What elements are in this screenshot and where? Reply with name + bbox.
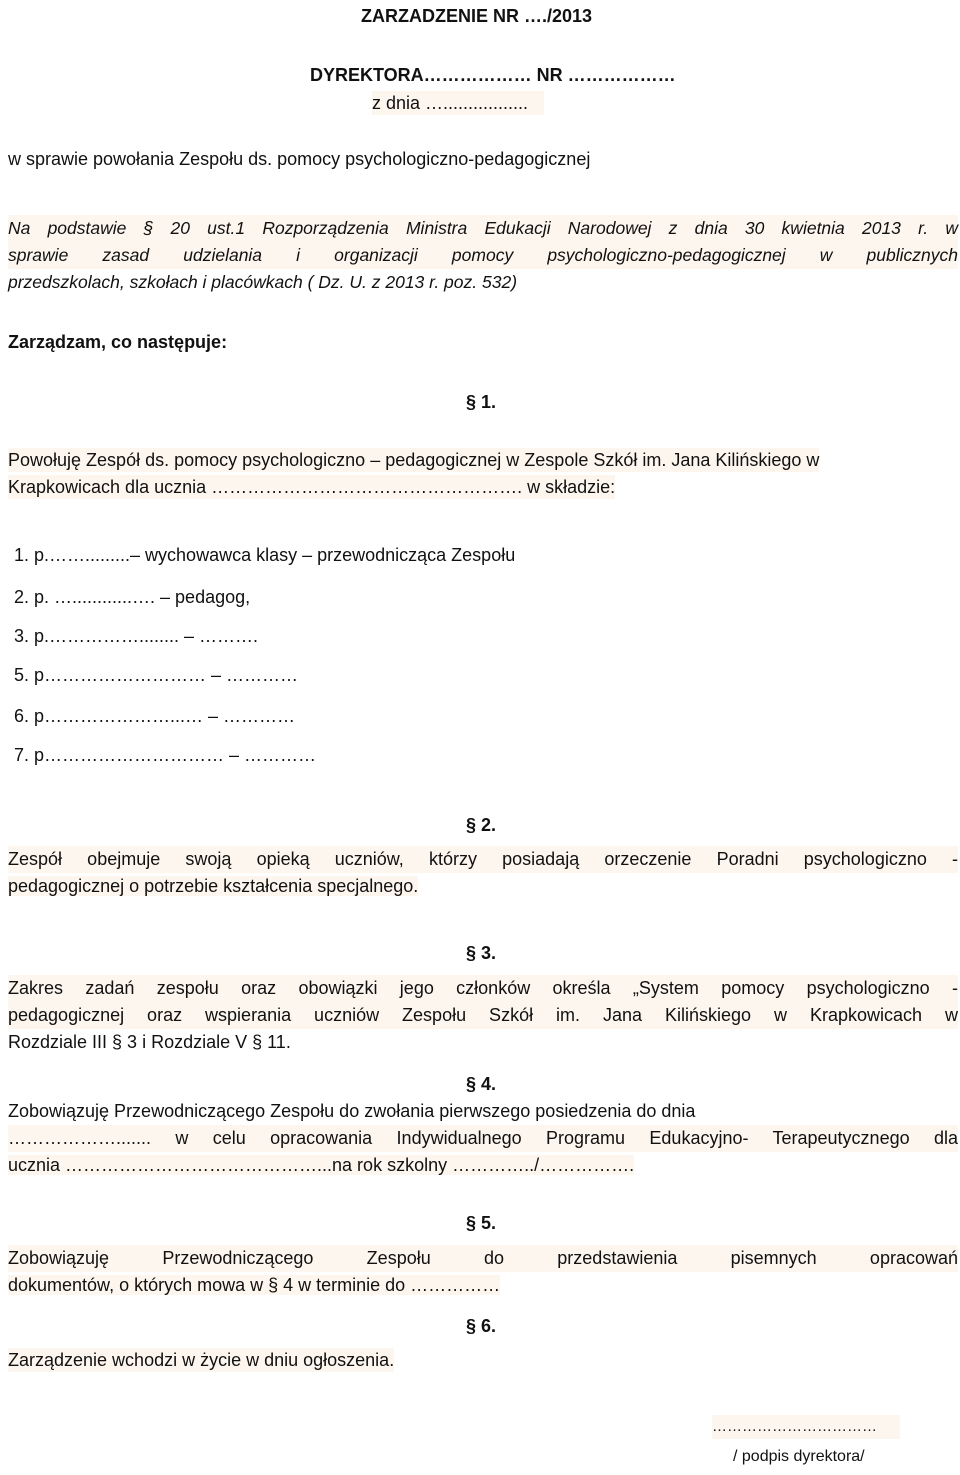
intro-line: Zarządzam, co następuje:	[8, 332, 228, 352]
p3-line3: Rozdziale III § 3 i Rozdziale V § 11.	[8, 1032, 291, 1052]
date-line: z dnia ….................	[372, 91, 544, 115]
p4-line3-text: ucznia ……………………………………...na rok szkolny …………../…………….	[8, 1155, 635, 1175]
p3-line2: pedagogicznej oraz wspierania uczniów Zespołu Szkół im. Jana Kilińskiego w Krapkowicach w	[8, 1002, 958, 1029]
p1-line1: Powołuję Zespół ds. pomocy psychologiczno – pedagogicznej w Zespole Szkół im. Jana Kilińskiego w	[8, 450, 820, 470]
p4-line3	[8, 1152, 958, 1179]
signature-dots: ……………………………	[712, 1415, 900, 1439]
p2-line1: Zespół obejmuje swoją opieką uczniów, którzy posiadają orzeczenie Poradni psychologiczno -	[8, 846, 958, 873]
member-item: 6. p…………………...… – …………	[14, 706, 296, 726]
member-item: 1. p.…….........– wychowawca klasy – przewodnicząca Zespołu	[14, 545, 516, 565]
issuer-line: DYREKTORA……………… NR ………………	[310, 65, 676, 85]
legal-basis	[8, 215, 958, 296]
subject-line: w sprawie powołania Zespołu ds. pomocy psychologiczno-pedagogicznej	[8, 149, 591, 169]
legal-basis-line: przedszkolach, szkołach i placówkach ( Dz. U. z 2013 r. poz. 532)	[8, 272, 518, 292]
p6-line: Zarządzenie wchodzi w życie w dniu ogłoszenia.	[8, 1350, 395, 1370]
p2	[8, 846, 958, 900]
p5-line1: Zobowiązuję Przewodniczącego Zespołu do przedstawienia pisemnych opracowań	[8, 1245, 958, 1272]
p5	[8, 1245, 958, 1299]
legal-basis-line: Na podstawie § 20 ust.1 Rozporządzenia Ministra Edukacji Narodowej z dnia 30 kwietnia 2013 r. w	[8, 215, 958, 242]
p1-line2: Krapkowicach dla ucznia ……………………………………………. w składzie:	[8, 477, 616, 497]
section-1-heading: § 1.	[466, 392, 497, 412]
section-2-heading: § 2.	[466, 815, 497, 835]
member-item: 7. p………………………… – …………	[14, 745, 317, 765]
p4-line2: ………………....... w celu opracowania Indywidualnego Programu Edukacyjno- Terapeutycznego dla	[8, 1125, 958, 1152]
section-5-heading: § 5.	[466, 1213, 497, 1233]
p3	[8, 975, 958, 1056]
member-item: 5. p……………………… – …………	[14, 665, 299, 685]
p2-line2	[8, 873, 958, 900]
p4	[8, 1098, 958, 1179]
p2-line2-text: pedagogicznej o potrzebie kształcenia specjalnego.	[8, 876, 419, 896]
section-4-heading: § 4.	[466, 1074, 497, 1094]
legal-basis-line: sprawie zasad udzielania i organizacji pomocy psychologiczno-pedagogicznej w publicznych	[8, 242, 958, 269]
signature-label: / podpis dyrektora/	[733, 1448, 865, 1465]
p5-line2	[8, 1272, 958, 1299]
member-item: 3. p.……………........ – ……….	[14, 626, 259, 646]
section-3-heading: § 3.	[466, 943, 497, 963]
member-item: 2. p. …............…. – pedagog,	[14, 587, 251, 607]
section-6-heading: § 6.	[466, 1316, 497, 1336]
document-title: ZARZADZENIE NR …./2013	[361, 6, 593, 26]
p4-line1: Zobowiązuję Przewodniczącego Zespołu do zwołania pierwszego posiedzenia do dnia	[8, 1101, 696, 1121]
p3-line1: Zakres zadań zespołu oraz obowiązki jego członków określa „System pomocy psychologiczno -	[8, 975, 958, 1002]
p5-line2-text: dokumentów, o których mowa w § 4 w terminie do ……………	[8, 1275, 501, 1295]
